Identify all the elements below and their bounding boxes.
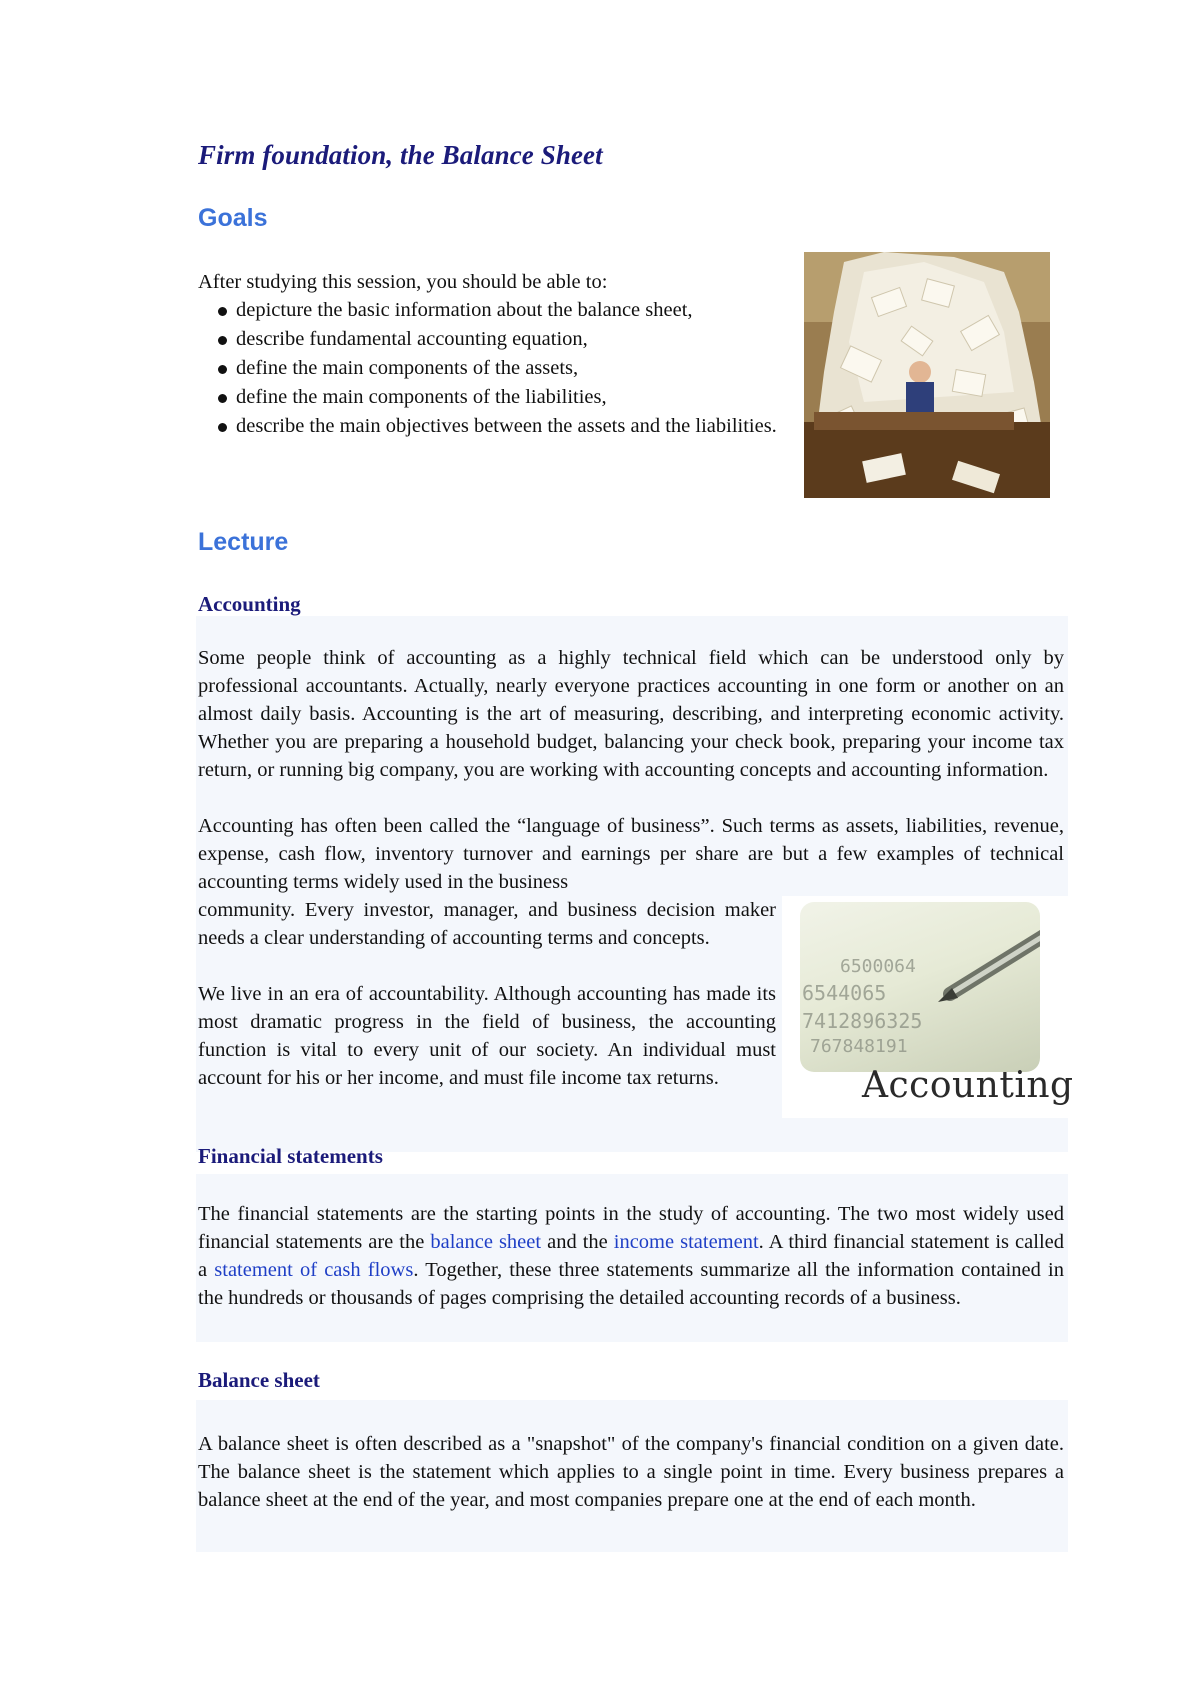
accounting-paragraph-3: We live in an era of accountability. Although accounting has made its most dramatic progress in the field of business, the accounting function is vital to every unit of our society. An individual must account for his or her income, and must file income tax returns. bbox=[198, 983, 776, 1089]
balance-sheet-paragraph: A balance sheet is often described as a "snapshot" of the company's financial condition on a given date. The balance sheet is the statement which applies to a single point in time. Every business prepares a balance sheet at the end of the year, and most companies prepare one at the end of each month. bbox=[198, 1433, 1064, 1511]
cash-flows-link[interactable]: statement of cash flows bbox=[214, 1259, 414, 1281]
bullet-icon bbox=[218, 423, 227, 432]
image-number-line: 6544065 bbox=[802, 981, 887, 1005]
list-item: define the main components of the liabilities, bbox=[198, 383, 788, 412]
lecture-heading: Lecture bbox=[198, 528, 289, 556]
image-number-line: 7412896325 bbox=[802, 1009, 923, 1033]
accounting-paragraph-2: Accounting has often been called the “language of business”. Such terms as assets, liabilities, revenue, expense, cash flow, inventory turnover and earnings per share are but a few examples of technical accounting terms widely used in the business bbox=[198, 815, 1064, 893]
list-item: define the main components of the assets, bbox=[198, 354, 788, 383]
financial-statements-paragraph: The financial statements are the starting points in the study of accounting. The two most widely used financial statements are the balance sheet and the income statement. A third financial statement is called a statement of cash flows. Together, these three statements summarize all the information contained in the hundreds or thousands of pages comprising the detailed accounting records of a business. bbox=[198, 1203, 1064, 1309]
paper-pile-photo bbox=[804, 252, 1050, 498]
page-title: Firm foundation, the Balance Sheet bbox=[198, 140, 603, 170]
financial-statements-heading: Financial statements bbox=[198, 1144, 383, 1168]
list-item: describe the main objectives between the assets and the liabilities. bbox=[198, 412, 788, 441]
list-item: describe fundamental accounting equation, bbox=[198, 325, 788, 354]
balance-sheet-link[interactable]: balance sheet bbox=[430, 1231, 542, 1253]
paper-pile-illustration bbox=[804, 252, 1050, 498]
pen-on-numbers-illustration bbox=[800, 902, 1040, 1072]
list-item: depicture the basic information about the balance sheet, bbox=[198, 296, 788, 325]
goals-heading: Goals bbox=[198, 204, 268, 232]
goals-intro: After studying this session, you should be able to: bbox=[198, 271, 608, 293]
accounting-paragraph-2-continued: community. Every investor, manager, and business decision maker needs a clear understanding of accounting terms and concepts. bbox=[198, 899, 776, 949]
goals-list bbox=[198, 296, 788, 441]
accounting-paragraph-1: Some people think of accounting as a highly technical field which can be understood only by professional accountants. Actually, nearly everyone practices accounting in one form or another on an almost daily basis. Accounting is the art of measuring, describing, and interpreting economic activity. Whether you are preparing a household budget, balancing your check book, preparing your income tax return, or running big company, you are working with accounting concepts and accounting information. bbox=[198, 647, 1064, 781]
income-statement-link[interactable]: income statement bbox=[613, 1231, 759, 1253]
image-number-line: 6500064 bbox=[840, 956, 916, 977]
bullet-icon bbox=[218, 307, 227, 316]
bullet-icon bbox=[218, 336, 227, 345]
balance-sheet-heading: Balance sheet bbox=[198, 1368, 320, 1392]
image-number-line: 767848191 bbox=[810, 1036, 908, 1057]
bullet-icon bbox=[218, 365, 227, 374]
bullet-icon bbox=[218, 394, 227, 403]
accounting-heading: Accounting bbox=[198, 592, 301, 616]
accounting-image-caption: Accounting bbox=[862, 1065, 1074, 1106]
accounting-photo bbox=[800, 902, 1040, 1072]
